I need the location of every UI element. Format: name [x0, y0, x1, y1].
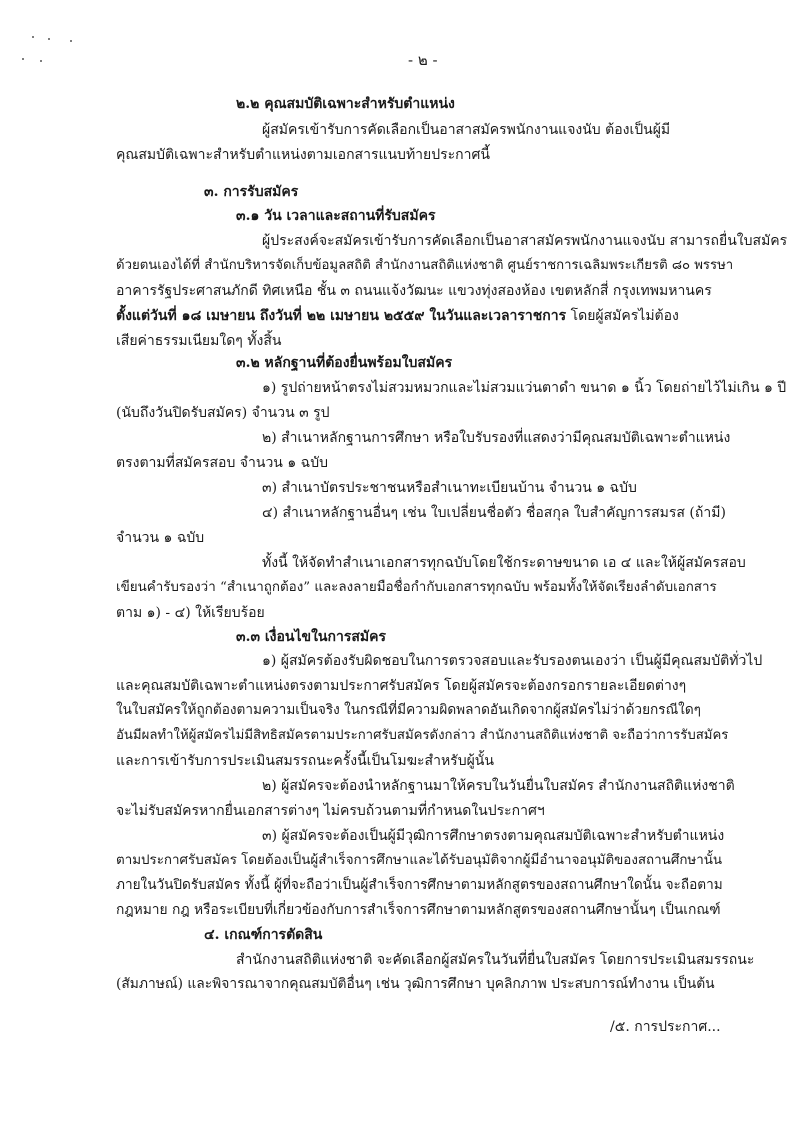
list-item: ๓) ผู้สมัครจะต้องเป็นผู้มีวุฒิการศึกษาตรงตามคุณสมบัติเฉพาะสำหรับตำแหน่ง — [262, 828, 725, 844]
paragraph-line: อาคารรัฐประศาสนภักดี ทิศเหนือ ชั้น ๓ ถนนแจ้งวัฒนะ แขวงทุ่งสองห้อง เขตหลักสี่ กรุงเทพมหานคร — [116, 283, 712, 299]
section-3-heading: ๓. การรับสมัคร — [204, 184, 299, 200]
list-item: ๓) สำเนาบัตรประชาชนหรือสำเนาทะเบียนบ้าน จำนวน ๑ ฉบับ — [262, 480, 637, 496]
paragraph-line: ด้วยตนเองได้ที่ สำนักบริหารจัดเก็บข้อมูลสถิติ สำนักงานสถิติแห่งชาติ ศูนย์ราชการเฉลิมพระเกียรติ ๘๐ พรรษา — [116, 258, 734, 273]
section-3-2-heading: ๓.๒ หลักฐานที่ต้องยื่นพร้อมใบสมัคร — [236, 355, 453, 371]
list-item-continuation: และการเข้ารับการประเมินสมรรถนะครั้งนี้เป็นโมฆะสำหรับผู้นั้น — [116, 753, 494, 769]
registration-period-line — [116, 309, 679, 323]
list-item-continuation: ภายในวันปิดรับสมัคร ทั้งนี้ ผู้ที่จะถือว่าเป็นผู้สำเร็จการศึกษาตามหลักสูตรของสถานศึกษาใดนั้น จะถือตาม — [116, 877, 723, 893]
list-item-continuation: กฎหมาย กฎ หรือระเบียบที่เกี่ยวข้องกับการสำเร็จการศึกษาตามหลักสูตรของสถานศึกษานั้นๆ เป็นเกณฑ์ — [116, 902, 721, 918]
list-item: ๑) ผู้สมัครต้องรับผิดชอบในการตรวจสอบและรับรองตนเองว่า เป็นผู้มีคุณสมบัติทั่วไป — [262, 653, 763, 669]
list-item-continuation: ตรงตามที่สมัครสอบ จำนวน ๑ ฉบับ — [116, 455, 328, 471]
list-item-continuation: ในใบสมัครให้ถูกต้องตามความเป็นจริง ในกรณีที่มีความผิดพลาดอันเกิดจากผู้สมัครไม่ว่าด้วยกรณีใดๆ — [116, 702, 701, 718]
list-item: ๔) สำเนาหลักฐานอื่นๆ เช่น ใบเปลี่ยนชื่อตัว ชื่อสกุล ใบสำคัญการสมรส (ถ้ามี) — [262, 505, 726, 521]
continuation-note: /๕. การประกาศ... — [610, 1019, 721, 1035]
paragraph-line: เขียนคำรับรองว่า “สำเนาถูกต้อง” และลงลายมือชื่อกำกับเอกสารทุกฉบับ พร้อมทั้งให้จัดเรียงลำดับเอกสาร — [116, 580, 717, 595]
section-2-2-heading: ๒.๒ คุณสมบัติเฉพาะสำหรับตำแหน่ง — [236, 96, 455, 112]
list-item: ๒) สำเนาหลักฐานการศึกษา หรือใบรับรองที่แสดงว่ามีคุณสมบัติเฉพาะตำแหน่ง — [262, 430, 731, 446]
paragraph-line-tail: โดยผู้สมัครไม่ต้อง — [566, 308, 679, 324]
paragraph-line: สำนักงานสถิติแห่งชาติ จะคัดเลือกผู้สมัครในวันที่ยื่นใบสมัคร โดยการประเมินสมรรถนะ — [236, 952, 755, 968]
paragraph-line: ทั้งนี้ ให้จัดทำสำเนาเอกสารทุกฉบับโดยใช้กระดาษขนาด เอ ๔ และให้ผู้สมัครสอบ — [262, 555, 746, 571]
scan-specks — [22, 36, 82, 76]
page-number: - ๒ - — [408, 51, 438, 69]
list-item-continuation: จะไม่รับสมัครหากยื่นเอกสารต่างๆ ไม่ครบถ้วนตามที่กำหนดในประกาศฯ — [116, 803, 545, 819]
paragraph-line: ผู้สมัครเข้ารับการคัดเลือกเป็นอาสาสมัครพนักงานแจงนับ ต้องเป็นผู้มี — [262, 122, 671, 138]
list-item-continuation: จำนวน ๑ ฉบับ — [116, 530, 205, 546]
paragraph-line: ตาม ๑) - ๔) ให้เรียบร้อย — [116, 605, 265, 621]
section-3-1-heading: ๓.๑ วัน เวลาและสถานที่รับสมัคร — [236, 208, 436, 224]
section-4-heading: ๔. เกณฑ์การตัดสิน — [204, 927, 323, 943]
list-item-continuation: อันมีผลทำให้ผู้สมัครไม่มีสิทธิสมัครตามประกาศรับสมัครดังกล่าว สำนักงานสถิติแห่งชาติ จะถือว่าการรับสมัคร — [116, 728, 729, 743]
paragraph-line: ผู้ประสงค์จะสมัครเข้ารับการคัดเลือกเป็นอาสาสมัครพนักงานแจงนับ สามารถยื่นใบสมัคร — [262, 233, 788, 249]
section-3-3-heading: ๓.๓ เงื่อนไขในการสมัคร — [236, 629, 387, 645]
registration-period: ตั้งแต่วันที่ ๑๘ เมษายน ถึงวันที่ ๒๒ เมษายน ๒๕๕๙ ในวันและเวลาราชการ — [116, 308, 567, 324]
list-item-continuation: ตามประกาศรับสมัคร โดยต้องเป็นผู้สำเร็จการศึกษาและได้รับอนุมัติจากผู้มีอำนาจอนุมัติของสถานศึกษานั้น — [116, 853, 723, 868]
list-item-continuation: (นับถึงวันปิดรับสมัคร) จำนวน ๓ รูป — [116, 405, 330, 421]
paragraph-line: เสียค่าธรรมเนียมใดๆ ทั้งสิ้น — [116, 333, 282, 349]
paragraph-line: คุณสมบัติเฉพาะสำหรับตำแหน่งตามเอกสารแนบท้ายประกาศนี้ — [116, 147, 490, 163]
list-item-continuation: และคุณสมบัติเฉพาะตำแหน่งตรงตามประกาศรับสมัคร โดยผู้สมัครจะต้องกรอกรายละเอียดต่างๆ — [116, 678, 687, 694]
paragraph-line: (สัมภาษณ์) และพิจารณาจากคุณสมบัติอื่นๆ เช่น วุฒิการศึกษา บุคลิกภาพ ประสบการณ์ทำงาน เป็นต้น — [116, 976, 715, 992]
list-item: ๒) ผู้สมัครจะต้องนำหลักฐานมาให้ครบในวันยื่นใบสมัคร สำนักงานสถิติแห่งชาติ — [262, 778, 735, 794]
list-item: ๑) รูปถ่ายหน้าตรงไม่สวมหมวกและไม่สวมแว่นตาดำ ขนาด ๑ นิ้ว โดยถ่ายไว้ไม่เกิน ๑ ปี — [262, 380, 787, 396]
